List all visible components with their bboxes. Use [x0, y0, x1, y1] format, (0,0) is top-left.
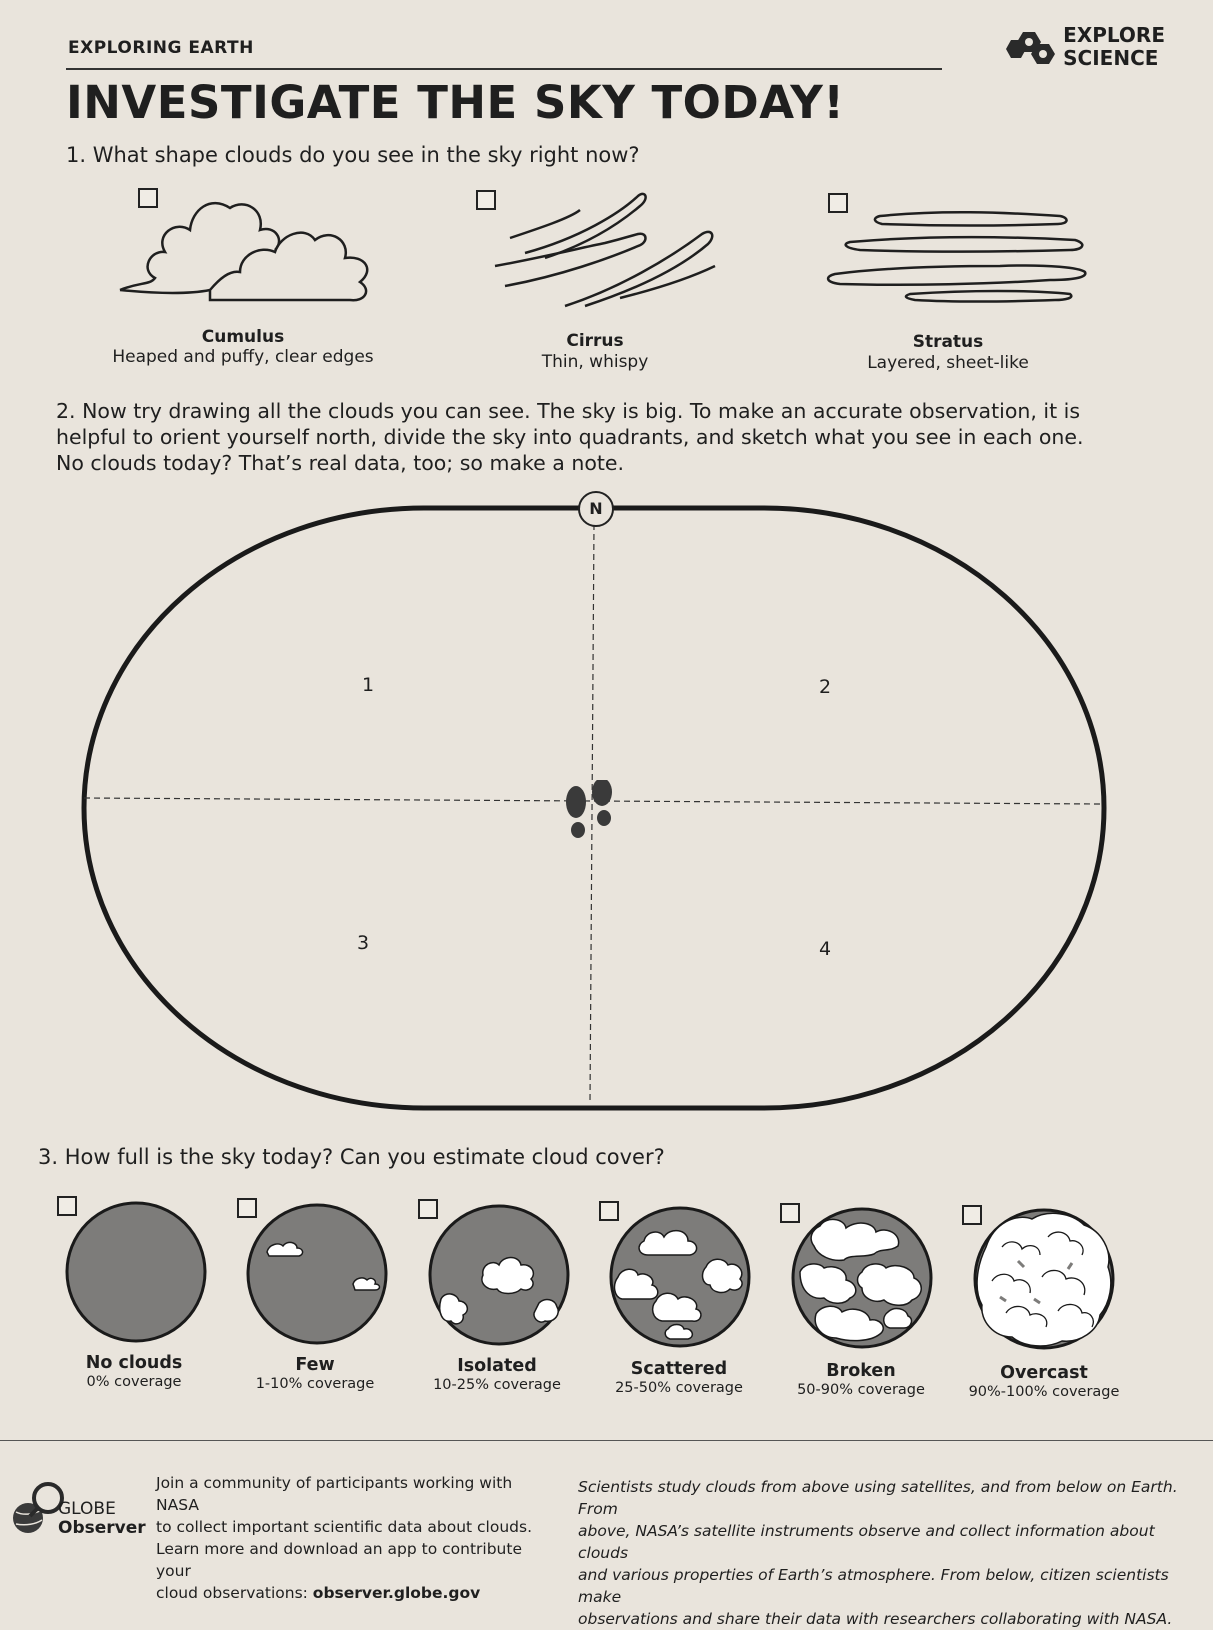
no-clouds-icon: [64, 1200, 208, 1344]
isolated-clouds-icon: [427, 1203, 571, 1347]
brand-line-1: EXPLORE: [1063, 23, 1165, 47]
cirrus-cloud-icon: [490, 188, 730, 308]
cirrus-label: Cirrus: [566, 331, 624, 351]
question-2-line-3: No clouds today? That’s real data, too; so make a note.: [56, 451, 625, 475]
quadrant-4-label: 4: [819, 938, 832, 960]
footer-left-line-2: to collect important scientific data about clouds.: [156, 1518, 532, 1536]
north-marker: N: [578, 491, 614, 527]
quadrant-3-label: 3: [357, 932, 370, 954]
scattered-clouds-icon: [608, 1205, 752, 1349]
no-clouds-coverage: 0% coverage: [86, 1374, 182, 1390]
footer-right-line-4: observations and share their data with researchers collaborating with NASA.: [578, 1610, 1173, 1628]
isolated-label: Isolated: [457, 1356, 537, 1376]
no-clouds-label: No clouds: [85, 1353, 183, 1373]
quadrant-1-label: 1: [362, 674, 375, 696]
overcast-label: Overcast: [1000, 1363, 1088, 1383]
question-1: 1. What shape clouds do you see in the sky right now?: [66, 143, 640, 167]
footer-left-line-4: [156, 1582, 556, 1604]
overcast-clouds-icon: [972, 1207, 1116, 1351]
cirrus-description: Thin, whispy: [541, 352, 649, 372]
broken-clouds-icon: [790, 1206, 934, 1350]
broken-coverage: 50-90% coverage: [797, 1382, 925, 1398]
stratus-label: Stratus: [912, 332, 984, 352]
stratus-cloud-icon: [820, 206, 1095, 306]
stratus-description: Layered, sheet-like: [867, 353, 1029, 373]
footer-left-line-1: Join a community of participants working with NASA: [156, 1474, 513, 1514]
isolated-coverage: 10-25% coverage: [433, 1377, 561, 1393]
few-clouds-icon: [245, 1202, 389, 1346]
few-coverage: 1-10% coverage: [255, 1376, 375, 1392]
globe-observer-line-2: Observer: [58, 1518, 146, 1538]
question-3: 3. How full is the sky today? Can you estimate cloud cover?: [38, 1145, 665, 1169]
section-label: EXPLORING EARTH: [68, 38, 254, 58]
footer-right-line-2: above, NASA’s satellite instruments observe and collect information about clouds: [578, 1522, 1155, 1562]
cumulus-label: Cumulus: [201, 327, 285, 347]
footprints-icon: [562, 780, 618, 842]
explore-science-logo: [1005, 24, 1165, 76]
few-label: Few: [295, 1355, 335, 1375]
page-title: INVESTIGATE THE SKY TODAY!: [66, 76, 845, 129]
cumulus-description: Heaped and puffy, clear edges: [112, 347, 374, 367]
globe-observer-name: [58, 1500, 146, 1538]
brand-line-2: SCIENCE: [1063, 46, 1159, 70]
footer-science-text: [578, 1476, 1178, 1630]
header-divider: [66, 68, 942, 70]
observer-url-link[interactable]: observer.globe.gov: [312, 1584, 481, 1602]
question-2-line-2: helpful to orient yourself north, divide the sky into quadrants, and sketch what you see in each one.: [56, 425, 1084, 449]
cumulus-cloud-icon: [110, 190, 385, 315]
scattered-coverage: 25-50% coverage: [615, 1380, 743, 1396]
question-2: [56, 398, 1166, 476]
quadrant-2-label: 2: [819, 676, 832, 698]
broken-label: Broken: [826, 1361, 896, 1381]
footer-join-text: [156, 1472, 556, 1604]
footer-left-line-3: Learn more and download an app to contribute your: [156, 1540, 522, 1580]
question-2-line-1: 2. Now try drawing all the clouds you can see. The sky is big. To make an accurate observation, it is: [56, 399, 1081, 423]
footer-right-line-1: Scientists study clouds from above using satellites, and from below on Earth. From: [578, 1478, 1178, 1518]
overcast-coverage: 90%-100% coverage: [968, 1384, 1120, 1400]
hexagon-logo-icon: [1005, 28, 1057, 72]
globe-observer-line-1: GLOBE: [58, 1499, 116, 1519]
footer-right-line-3: and various properties of Earth’s atmosphere. From below, citizen scientists make: [578, 1566, 1169, 1606]
footer-divider: [0, 1440, 1213, 1441]
scattered-label: Scattered: [630, 1359, 728, 1379]
footer-left-prefix: cloud observations:: [156, 1584, 313, 1602]
